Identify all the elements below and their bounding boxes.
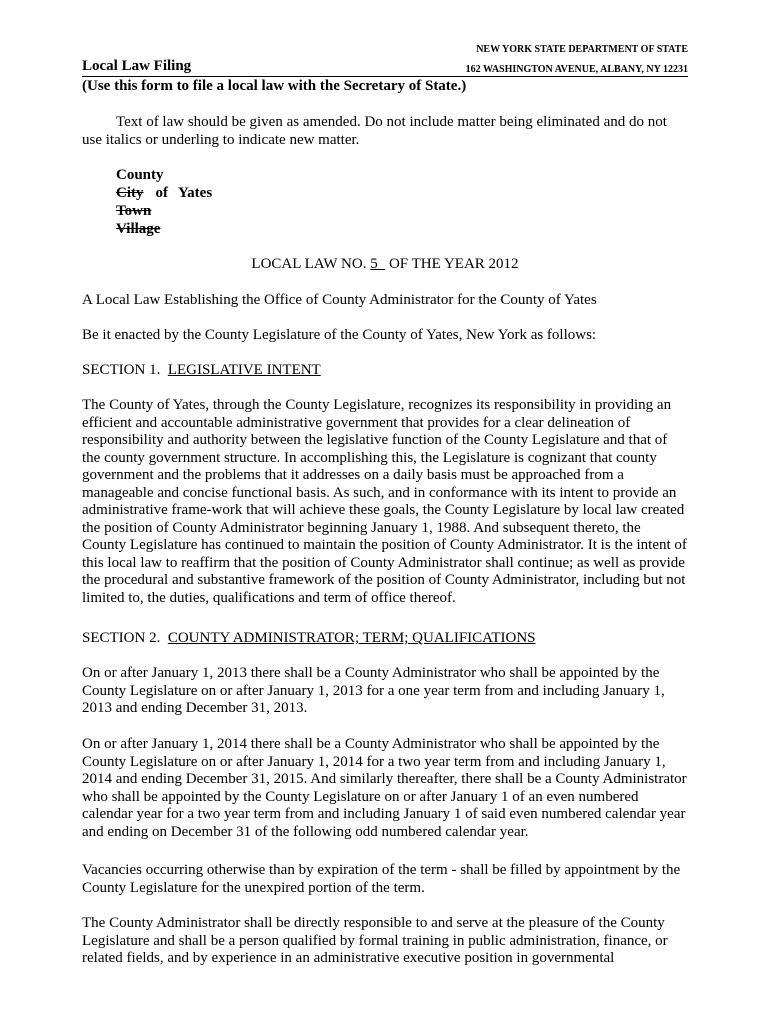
form-title: Local Law Filing xyxy=(82,58,192,74)
section-2-paragraph-2: On or after January 1, 2014 there shall be a County Administrator who shall be appointed by the County Legislature on or after January 1, 2014 for a two year term from and including January 1, 2014 and ending December 31, 2015. And similarly thereafter, there shall be a County Administrator who shall be appointed by the County Legislature on or after January 1 of an even numbered calendar year for a two year term from and including January 1 of said even numbered calendar year and ending on December 31 of the following odd numbered calendar year. xyxy=(82,736,687,840)
section-1-title: LEGISLATIVE INTENT xyxy=(167,362,321,378)
law-number-prefix: LOCAL LAW NO. xyxy=(251,256,367,272)
law-number-value: 5 xyxy=(370,256,378,272)
section-2-title: COUNTY ADMINISTRATOR; TERM; QUALIFICATIONS xyxy=(167,630,536,646)
local-law-number xyxy=(0,256,770,273)
section-2-paragraph-1: On or after January 1, 2013 there shall be a County Administrator who shall be appointed by the County Legislature on or after January 1, 2013 for a one year term from and including January 1, 2013 and ending December 31, 2013. xyxy=(82,665,665,716)
filing-header-rule xyxy=(82,56,688,77)
section-2-label: SECTION 2. xyxy=(82,630,161,646)
section-2-paragraph-3: Vacancies occurring otherwise than by expiration of the term - shall be filled by appointment by the County Legislature for the unexpired portion of the term. xyxy=(82,862,681,896)
municipality-type-city: City xyxy=(116,185,144,201)
form-instruction: (Use this form to file a local law with the Secretary of State.) xyxy=(82,78,467,94)
department-name: NEW YORK STATE DEPARTMENT OF STATE xyxy=(476,44,688,55)
enacting-clause: Be it enacted by the County Legislature of the County of Yates, New York as follows: xyxy=(82,327,597,343)
municipality-type-county: County xyxy=(116,167,164,183)
law-number-suffix: OF THE YEAR 2012 xyxy=(388,256,519,272)
section-1-label: SECTION 1. xyxy=(82,362,161,378)
municipality-type-town: Town xyxy=(116,203,152,219)
section-1-text: The County of Yates, through the County Legislature, recognizes its responsibility in providing an efficient and accountable administrative government that provides for a clear delineation of responsibility and authority between the legislative function of the County Legislature and that of the county government structure. In accomplishing this, the Legislature is cognizant that county government and the problems that it addresses on a daily basis must be approached from a manageable and concise functional basis. As such, and in conformance with its intent to provide an administrative frame-work that will achieve these goals, the County Legislature by local law created the position of County Administrator beginning January 1, 1988. And subsequent thereto, the County Legislature has continued to maintain the position of County Administrator. It is the intent of this local law to reaffirm that the position of County Administrator shall continue; as well as provide the procedural and substantive framework of the position of County Administrator, including but not limited to, the duties, qualifications and term of office thereof. xyxy=(82,397,687,606)
municipality-name: Yates xyxy=(178,185,213,201)
of-label: of xyxy=(155,185,168,201)
intro-text: Text of law should be given as amended. Do not include matter being eliminated and do not use italics or underling to indicate new matter. xyxy=(82,114,667,148)
section-2-heading xyxy=(82,630,536,647)
section-2-paragraph-4: The County Administrator shall be directly responsible to and serve at the pleasure of the County Legislature and shall be a person qualified by formal training in public administration, finance, or related fields, and by experience in an administrative executive position in governmental xyxy=(82,915,668,966)
municipality-block xyxy=(116,166,212,238)
municipality-type-village: Village xyxy=(116,221,161,237)
department-address: 162 WASHINGTON AVENUE, ALBANY, NY 12231 xyxy=(465,64,688,75)
law-title: A Local Law Establishing the Office of County Administrator for the County of Yates xyxy=(82,292,597,308)
section-1-heading xyxy=(82,362,321,379)
